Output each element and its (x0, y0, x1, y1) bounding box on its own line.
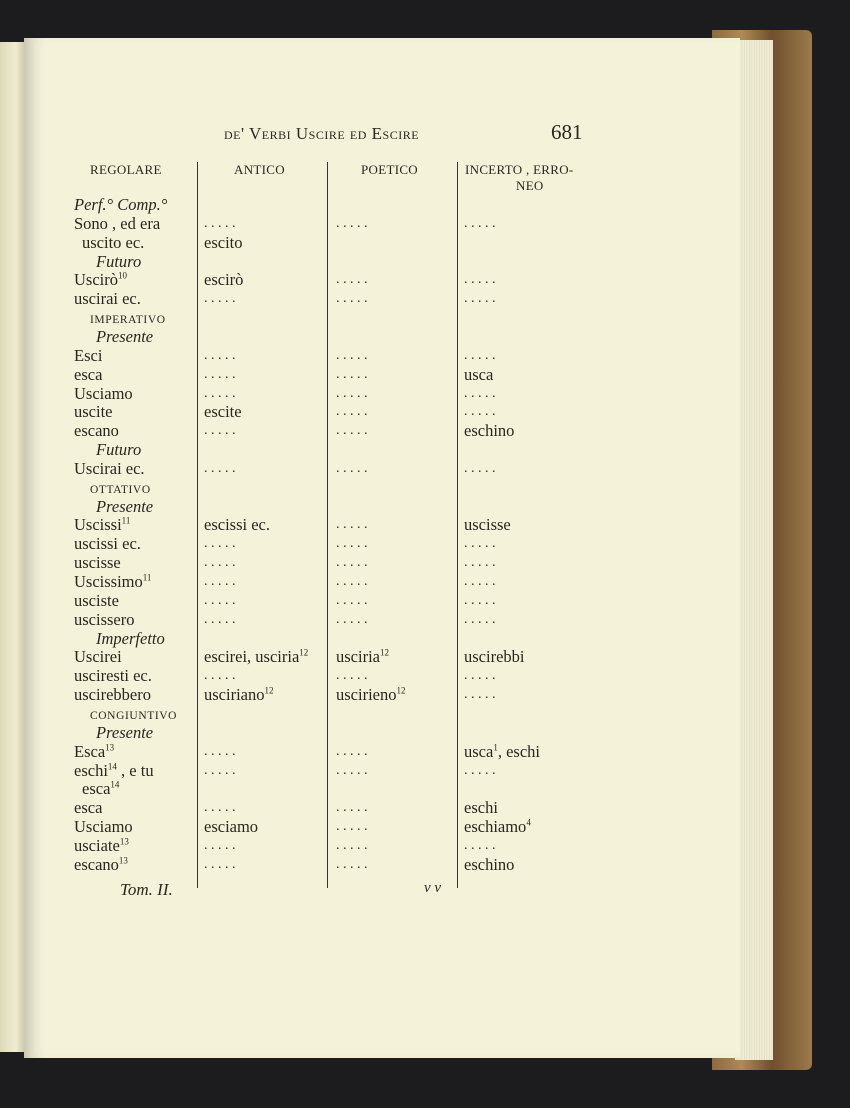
cell-regolare: Usciamo (74, 817, 133, 837)
cell-poetico-dots: . . . . . (336, 856, 368, 872)
cell-regolare: Futuro (96, 251, 142, 271)
cell-regolare: Presente (96, 496, 154, 516)
cell-regolare: Presente (96, 326, 154, 346)
signature-mark: v v (424, 880, 442, 896)
cell-poetico-dots: . . . . . (336, 423, 368, 439)
cell-regolare: uscito ec. (82, 232, 145, 252)
cell-incerto-dots: . . . . . (464, 460, 496, 476)
cell-antico: escirò (204, 270, 244, 290)
cell-incerto: eschiamo$^4$ (464, 817, 531, 837)
cell-regolare: Uscirò$^{10}$ (74, 270, 127, 290)
facing-page-edge (0, 42, 26, 1052)
cell-regolare: uscissi ec. (74, 534, 141, 554)
cell-antico-dots: . . . . . (204, 592, 236, 608)
cell-poetico-dots: . . . . . (336, 385, 368, 401)
column-header-erroneo: NEO (516, 178, 544, 193)
cell-antico: escissi ec. (204, 515, 270, 535)
cell-regolare: Presente (96, 722, 154, 742)
cell-poetico-dots: . . . . . (336, 517, 368, 533)
cell-antico-dots: . . . . . (204, 385, 236, 401)
cell-poetico-dots: . . . . . (336, 536, 368, 552)
cell-incerto-dots: . . . . . (464, 347, 496, 363)
page-block-edges (735, 40, 773, 1060)
cell-antico-dots: . . . . . (204, 291, 236, 307)
cell-poetico-dots: . . . . . (336, 555, 368, 571)
cell-poetico-dots: . . . . . (336, 743, 368, 759)
cell-regolare: Futuro (96, 440, 142, 460)
cell-regolare: escano (74, 421, 119, 441)
cell-poetico-dots: . . . . . (336, 272, 368, 288)
cell-poetico-dots: . . . . . (336, 291, 368, 307)
cell-incerto: usca$^1$, eschi (464, 741, 540, 761)
cell-antico-dots: . . . . . (204, 536, 236, 552)
cell-regolare: Esca$^{13}$ (74, 741, 115, 761)
cell-antico-dots: . . . . . (204, 347, 236, 363)
column-divider-2 (327, 162, 328, 888)
cell-regolare: Uscissi$^{11}$ (74, 515, 131, 535)
cell-regolare: uscirebbero (74, 685, 151, 705)
cell-poetico: usciria$^{12}$ (336, 647, 389, 667)
running-title: de' Verbi Uscire ed Escire (224, 124, 420, 143)
cell-regolare: Sono , ed era (74, 213, 161, 233)
cell-regolare: uscite (74, 402, 113, 422)
cell-poetico-dots: . . . . . (336, 762, 368, 778)
cell-regolare: eschi$^{14}$ , e tu (74, 760, 154, 780)
cell-regolare: usciste (74, 590, 119, 610)
cell-antico-dots: . . . . . (204, 762, 236, 778)
cell-incerto-dots: . . . . . (464, 555, 496, 571)
running-head (24, 120, 740, 148)
cell-poetico-dots: . . . . . (336, 837, 368, 853)
cell-poetico-dots: . . . . . (336, 819, 368, 835)
cell-antico: escite (204, 402, 242, 422)
cell-regolare: Uscirai ec. (74, 458, 145, 478)
cell-incerto-dots: . . . . . (464, 611, 496, 627)
cell-regolare: usciresti ec. (74, 666, 152, 686)
cell-regolare: Imperfetto (96, 628, 165, 648)
cell-poetico-dots: . . . . . (336, 366, 368, 382)
volume-label: Tom. II. (120, 880, 173, 899)
cell-incerto-dots: . . . . . (464, 574, 496, 589)
column-header-poetico: POETICO (361, 162, 418, 177)
cell-antico-dots: . . . . . (204, 423, 236, 439)
cell-regolare: Uscissimo$^{11}$ (74, 572, 152, 591)
cell-incerto-dots: . . . . . (464, 404, 496, 420)
cell-incerto-dots: . . . . . (464, 592, 496, 608)
cell-incerto-dots: . . . . . (464, 215, 496, 231)
cell-incerto-dots: . . . . . (464, 668, 496, 684)
column-header-antico: ANTICO (234, 162, 285, 177)
cell-antico: usciriano$^{12}$ (204, 685, 274, 705)
cell-incerto-dots: . . . . . (464, 385, 496, 401)
cell-incerto: uscisse (464, 515, 511, 535)
cell-antico-dots: . . . . . (204, 743, 236, 759)
cell-antico: esciamo (204, 817, 259, 837)
cell-regolare: CONGIUNTIVO (90, 709, 178, 722)
cell-antico-dots: . . . . . (204, 611, 236, 627)
cell-incerto: eschi (464, 798, 498, 818)
cell-antico: escito (204, 232, 243, 252)
cell-poetico-dots: . . . . . (336, 215, 368, 231)
cell-antico-dots: . . . . . (204, 215, 236, 231)
cell-poetico-dots: . . . . . (336, 800, 368, 816)
cell-antico-dots: . . . . . (204, 574, 236, 589)
cell-antico-dots: . . . . . (204, 555, 236, 571)
cell-antico-dots: . . . . . (204, 366, 236, 382)
cell-incerto-dots: . . . . . (464, 837, 496, 853)
book-page (24, 38, 740, 1058)
cell-regolare: esca (74, 798, 103, 818)
cell-regolare: uscissero (74, 609, 135, 629)
cell-incerto: uscirebbi (464, 647, 525, 667)
cell-incerto-dots: . . . . . (464, 272, 496, 288)
cell-incerto-dots: . . . . . (464, 687, 496, 703)
cell-incerto-dots: . . . . . (464, 536, 496, 552)
cell-regolare: Usciamo (74, 383, 133, 403)
cell-poetico-dots: . . . . . (336, 460, 368, 476)
cell-poetico-dots: . . . . . (336, 574, 368, 589)
cell-regolare: Uscirei (74, 647, 122, 667)
cell-regolare: escano$^{13}$ (74, 854, 128, 874)
cell-poetico-dots: . . . . . (336, 592, 368, 608)
cell-regolare: OTTATIVO (90, 483, 151, 496)
column-header-regolare: REGOLARE (90, 162, 162, 177)
cell-incerto: eschino (464, 854, 515, 874)
cell-incerto-dots: . . . . . (464, 762, 496, 778)
cell-regolare: esca$^{14}$ (82, 779, 120, 799)
cell-incerto: usca (464, 364, 494, 384)
column-header-incerto: INCERTO , ERRO- (465, 162, 574, 177)
cell-antico-dots: . . . . . (204, 800, 236, 816)
cell-antico-dots: . . . . . (204, 460, 236, 476)
cell-regolare: esca (74, 364, 103, 384)
column-divider-1 (197, 162, 198, 888)
cell-antico: escirei, usciria$^{12}$ (204, 647, 309, 667)
cell-poetico-dots: . . . . . (336, 404, 368, 420)
cell-regolare: uscirai ec. (74, 289, 141, 309)
cell-poetico: uscirieno$^{12}$ (336, 685, 406, 705)
cell-poetico-dots: . . . . . (336, 611, 368, 627)
cell-incerto: eschino (464, 421, 515, 441)
cell-regolare: usciate$^{13}$ (74, 835, 129, 855)
cell-antico-dots: . . . . . (204, 837, 236, 853)
cell-regolare: IMPERATIVO (90, 314, 166, 327)
page-number: 681 (551, 120, 583, 144)
cell-regolare: uscisse (74, 553, 121, 573)
cell-incerto-dots: . . . . . (464, 291, 496, 307)
column-divider-3 (457, 162, 458, 888)
cell-antico-dots: . . . . . (204, 856, 236, 872)
cell-poetico-dots: . . . . . (336, 347, 368, 363)
cell-antico-dots: . . . . . (204, 668, 236, 684)
cell-regolare: Perf.° Comp.° (74, 195, 168, 214)
cell-regolare: Esci (74, 345, 103, 365)
cell-poetico-dots: . . . . . (336, 668, 368, 684)
